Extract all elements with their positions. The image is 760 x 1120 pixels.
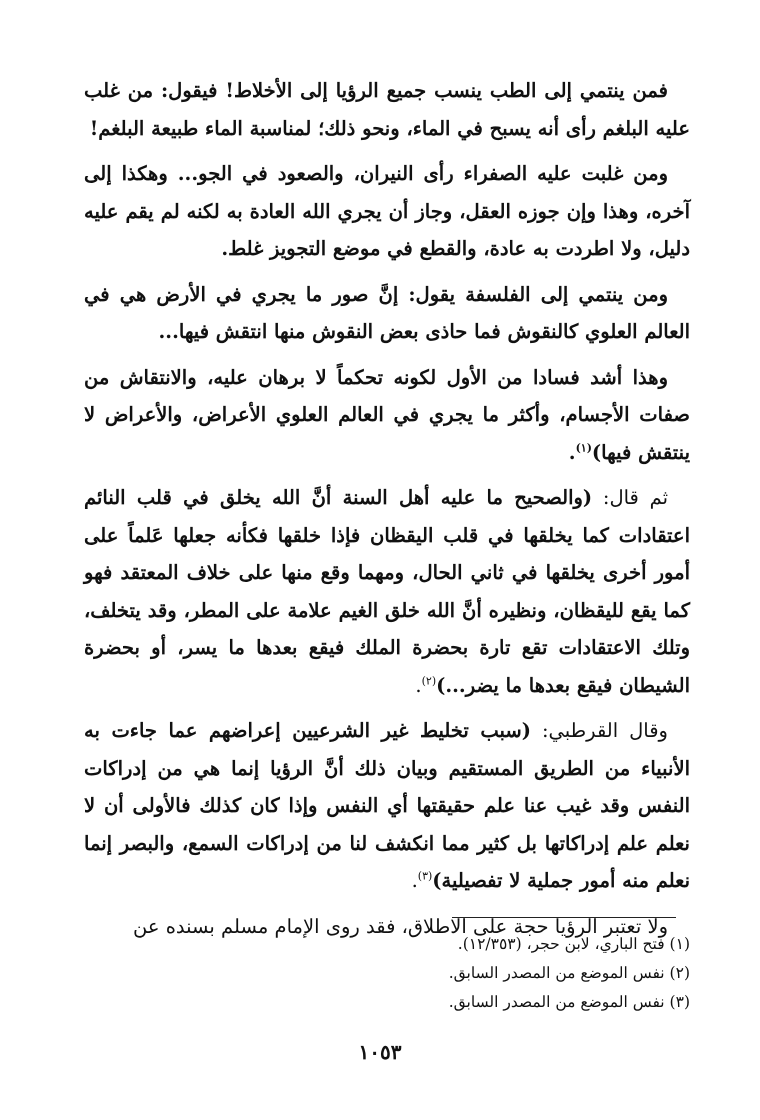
footnote-2: (٢) نفس الموضع من المصدر السابق.: [448, 964, 690, 982]
paragraph-quote: (والصحيح ما عليه أهل السنة أنَّ الله يخلق في قلب النائم اعتقادات كما يخلقها في قلب اليقظان فإذا خلقها فكأنه جعلها عَلماً على أمور أخرى يخلقها في ثاني الحال، ومهما وقع منها على خلاف المعتقد فهو كما يقع لليقظان، ونظيره أنَّ الله خلق الغيم علامة على المطر، وقد يتخلف، وتلك الاعتقادات تقع تارة بحضرة الملك فيقع بعدها ما يسر، أو بحضرة الشيطان فيقع بعدها ما يضر...): [84, 486, 690, 697]
paragraph-philosophy: [84, 276, 690, 351]
footnote-marker-1: (١): [575, 441, 592, 454]
body-text: [84, 72, 690, 953]
paragraph-qurtubi: وقال القرطبي: (سبب تخليط غير الشرعيين إعراضهم عما جاءت به الأنبياء من الطريق المستقيم وبيان ذلك أنَّ الرؤيا إنما هي من إدراكات النفس وقد غيب عنا علم حقيقتها أي النفس وإذا كان كذلك فالأولى أن لا نعلم علم إدراكاتها بل كثير مما انكشف لنا من إدراكات السمع، والبصر إنما نعلم منه أمور جملية لا تفصيلية)$^{(٣)}$.: [84, 719, 690, 892]
footnote-divider: [452, 917, 676, 918]
paragraph-refutation: وهذا أشد فسادا من الأول لكونه تحكماً لا برهان عليه، والانتقاش من صفات الأجسام، وأكثر ما يجري في العالم العلوي الأعراض، والأعراض لا ينتقش فيها)$^{(١)}$.: [84, 365, 690, 464]
paragraph-lead: وقال القرطبي:: [530, 719, 668, 742]
paragraph-lead: ثم قال:: [592, 486, 668, 509]
footnote-3: (٣) نفس الموضع من المصدر السابق.: [448, 993, 690, 1011]
paragraph-text: ومن ينتمي إلى الفلسفة يقول: إنَّ صور ما يجري في الأرض هي في العالم العلوي كالنقوش فما حاذى بعض النقوش منها انتقش فيها...: [84, 282, 690, 343]
paragraph-yellow-bile: [84, 155, 690, 268]
paragraph-medicine: [84, 72, 690, 147]
paragraph-text: فمن ينتمي إلى الطب ينسب جميع الرؤيا إلى الأخلاط! فيقول: من غلب عليه البلغم رأى أنه يسبح في الماء، ونحو ذلك؛ لمناسبة الماء طبيعة البلغم!: [84, 79, 690, 140]
paragraph-text: وهذا أشد فسادا من الأول لكونه تحكماً لا برهان عليه، والانتقاش من صفات الأجسام، وأكثر ما يجري في العالم العلوي الأعراض، والأعراض لا ينتقش فيها): [84, 365, 690, 464]
paragraph-text: ولا تعتبر الرؤيا حجة على الاطلاق، فقد روى الإمام مسلم بسنده عن: [133, 914, 668, 938]
paragraph-quote: (سبب تخليط غير الشرعيين إعراضهم عما جاءت به الأنبياء من الطريق المستقيم وبيان ذلك أنَّ الرؤيا إنما هي من إدراكات النفس وقد غيب عنا علم حقيقتها أي النفس وإذا كان كذلك فالأولى أن لا نعلم علم إدراكاتها بل كثير مما انكشف لنا من إدراكات السمع، والبصر إنما نعلم منه أمور جملية لا تفصيلية): [84, 719, 690, 892]
footnotes: [84, 930, 690, 1017]
paragraph-text: ومن غلبت عليه الصفراء رأى النيران، والصعود في الجو... وهكذا إلى آخره، وهذا وإن جوزه العقل، وجاز أن يجري الله العادة به لكنه لم يقم عليه دليل، ولا اطردت به عادة، والقطع في موضع التجويز غلط.: [84, 162, 690, 260]
footnote-marker-2: (٢): [421, 674, 437, 687]
footnote-marker-3: (٣): [417, 869, 433, 883]
paragraph-ahl-sunnah: ثم قال: (والصحيح ما عليه أهل السنة أنَّ الله يخلق في قلب النائم اعتقادات كما يخلقها في قلب اليقظان فإذا خلقها فكأنه جعلها عَلماً على أمور أخرى يخلقها في ثاني الحال، ومهما وقع منها على خلاف المعتقد فهو كما يقع لليقظان، ونظيره أنَّ الله خلق الغيم علامة على المطر، وقد يتخلف، وتلك الاعتقادات تقع تارة بحضرة الملك فيقع بعدها ما يسر، أو بحضرة الشيطان فيقع بعدها ما يضر...)$^{(٢)}$.: [84, 486, 690, 697]
footnote-1: (١) فتح الباري، لابن حجر، (١٢/٣٥٣).: [457, 935, 690, 953]
page-number: ١٠٥٣: [358, 1040, 402, 1064]
